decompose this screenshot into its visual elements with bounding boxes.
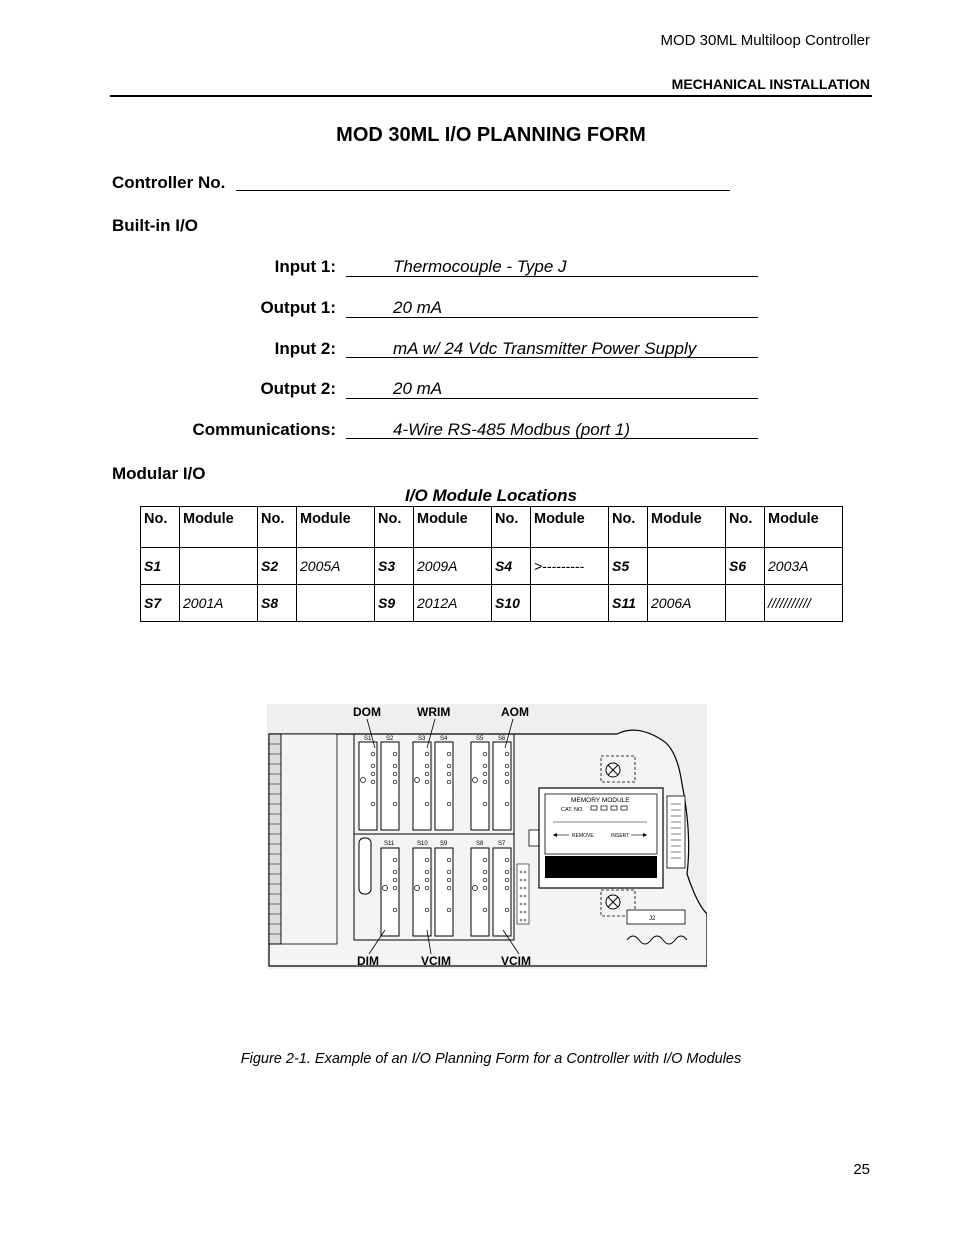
slot-label: S7 (498, 841, 506, 847)
running-header-title: MOD 30ML Multiloop Controller (660, 32, 870, 49)
figure-caption: Figure 2-1. Example of an I/O Planning Form for a Controller with I/O Modules (240, 1051, 742, 1067)
form-title: MOD 30ML I/O PLANNING FORM (336, 124, 646, 146)
input-2-underline (346, 357, 758, 358)
memory-module-title: MEMORY MODULE (571, 797, 630, 804)
slot-module[interactable]: 2005A (297, 548, 375, 585)
slot-label: S6 (498, 736, 506, 742)
table-row (141, 585, 843, 622)
slot-label: S5 (476, 736, 484, 742)
input-1-label: Input 1: (274, 257, 336, 276)
slot-label: S4 (440, 736, 448, 742)
slot-no: S2 (258, 548, 297, 585)
col-header-no: No. (258, 507, 297, 548)
input-2-label: Input 2: (274, 339, 336, 358)
header-rule (110, 95, 872, 97)
col-header-module: Module (297, 507, 375, 548)
col-header-module: Module (414, 507, 492, 548)
table-caption: I/O Module Locations (405, 486, 577, 505)
output-1-value[interactable]: 20 mA (393, 298, 443, 317)
slot-label: S2 (386, 736, 394, 742)
communications-label: Communications: (192, 420, 336, 439)
connector-j2-label: J2 (649, 916, 656, 922)
edge-connector (269, 734, 281, 944)
slot-module[interactable]: 2006A (648, 585, 726, 622)
slot-no: S7 (141, 585, 180, 622)
slot-no: S3 (375, 548, 414, 585)
slot-no (726, 585, 765, 622)
memory-remove-label: REMOVE (572, 833, 594, 839)
input-2-value[interactable]: mA w/ 24 Vdc Transmitter Power Supply (393, 339, 697, 358)
connector-j2 (627, 910, 685, 924)
col-header-no: No. (492, 507, 531, 548)
controller-board-figure (267, 704, 707, 969)
slot-label: S8 (476, 841, 484, 847)
output-1-underline (346, 317, 758, 318)
slot-no: S4 (492, 548, 531, 585)
col-header-module: Module (531, 507, 609, 548)
builtin-io-label: Built-in I/O (112, 216, 198, 235)
col-header-no: No. (726, 507, 765, 548)
slot-no: S6 (726, 548, 765, 585)
output-2-value[interactable]: 20 mA (393, 379, 443, 398)
slot-label: S1 (364, 736, 372, 742)
slot-no: S8 (258, 585, 297, 622)
running-header-section: MECHANICAL INSTALLATION (671, 76, 870, 92)
controller-no-label: Controller No. (112, 173, 226, 192)
col-header-module: Module (765, 507, 843, 548)
output-2-underline (346, 398, 758, 399)
memory-module-cat: CAT. NO. (561, 807, 584, 813)
slot-label: S9 (440, 841, 448, 847)
col-header-module: Module (180, 507, 258, 548)
slot-label: S3 (418, 736, 426, 742)
table-row (141, 548, 843, 585)
table-header-row (141, 507, 843, 548)
module-label-aom: AOM (501, 705, 529, 719)
memory-module-label-block (545, 856, 657, 878)
input-1-underline (346, 276, 758, 277)
slot-module[interactable]: /////////// (765, 585, 843, 622)
slot-no: S10 (492, 585, 531, 622)
slot-no: S1 (141, 548, 180, 585)
output-1-label: Output 1: (260, 298, 336, 317)
module-label-vcim: VCIM (501, 954, 531, 968)
module-label-dom: DOM (353, 705, 381, 719)
slot-no: S9 (375, 585, 414, 622)
col-header-no: No. (609, 507, 648, 548)
slot-no: S5 (609, 548, 648, 585)
slot-module[interactable] (180, 548, 258, 585)
communications-value[interactable]: 4-Wire RS-485 Modbus (port 1) (393, 420, 630, 439)
slot-module[interactable] (648, 548, 726, 585)
module-label-dim: DIM (357, 954, 379, 968)
slot-module[interactable]: >--------- (531, 548, 609, 585)
slot-module[interactable]: 2009A (414, 548, 492, 585)
slot-label: S11 (384, 841, 395, 847)
communications-underline (346, 438, 758, 439)
slot-module[interactable]: 2003A (765, 548, 843, 585)
slot-module[interactable] (531, 585, 609, 622)
input-1-value[interactable]: Thermocouple - Type J (393, 257, 567, 276)
io-module-table (140, 506, 843, 622)
col-header-no: No. (375, 507, 414, 548)
memory-insert-label: INSERT (611, 833, 630, 839)
page-number: 25 (853, 1161, 870, 1178)
col-header-module: Module (648, 507, 726, 548)
module-label-vcim: VCIM (421, 954, 451, 968)
col-header-no: No. (141, 507, 180, 548)
output-2-label: Output 2: (260, 379, 336, 398)
slot-latch (359, 838, 371, 894)
module-label-wrim: WRIM (417, 705, 451, 719)
slot-label: S10 (417, 841, 428, 847)
modular-io-label: Modular I/O (112, 464, 206, 483)
slot-module[interactable]: 2001A (180, 585, 258, 622)
slot-module[interactable]: 2012A (414, 585, 492, 622)
slot-module[interactable] (297, 585, 375, 622)
slot-no: S11 (609, 585, 648, 622)
controller-no-field[interactable] (236, 190, 730, 191)
